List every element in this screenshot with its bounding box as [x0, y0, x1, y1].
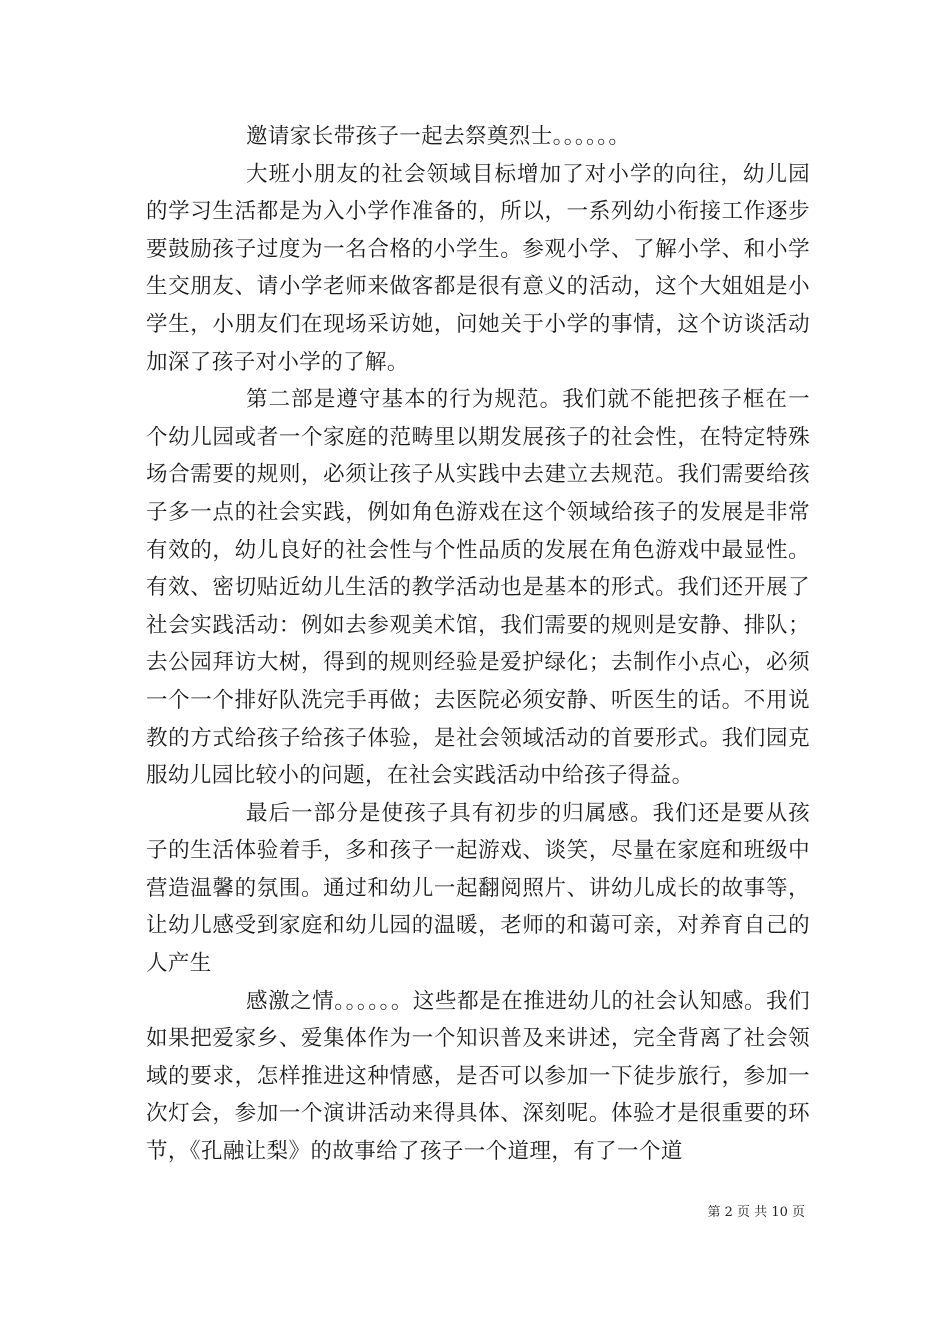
body-text — [146, 118, 810, 1171]
paragraph-1: 邀请家长带孩子一起去祭奠烈士。。。。。。 — [246, 124, 631, 149]
paragraph-5: 感激之情。。。。。。这些都是在推进幼儿的社会认知感。我们如果把爱家乡、爱集体作为一个知识普及来讲述，完全背离了社会领域的要求，怎样推进这种情感，是否可以参加一下徒步旅行，参加一次灯会，参加一个演讲活动来得具体、深刻呢。体验才是很重要的环节，《孔融让梨》的故事给了孩子一个道理，有了一个道 — [146, 988, 810, 1165]
paragraph-2: 大班小朋友的社会领域目标增加了对小学的向往，幼儿园的学习生活都是为入小学作准备的，所以，一系列幼小衔接工作逐步要鼓励孩子过度为一名合格的小学生。参观小学、了解小学、和小学生交朋友、请小学老师来做客都是很有意义的活动，这个大姐姐是小学生，小朋友们在现场采访她，问她关于小学的事情，这个访谈活动加深了孩子对小学的了解。 — [146, 161, 810, 375]
paragraph-4: 最后一部分是使孩子具有初步的归属感。我们还是要从孩子的生活体验着手，多和孩子一起游戏、谈笑，尽量在家庭和班级中营造温馨的氛围。通过和幼儿一起翻阅照片、讲幼儿成长的故事等，让幼儿感受到家庭和幼儿园的温暖，老师的和蔼可亲，对养育自己的人产生 — [146, 800, 810, 977]
page-number: 第 2 页 共 10 页 — [707, 1205, 805, 1220]
paragraph-3: 第二部是遵守基本的行为规范。我们就不能把孩子框在一个幼儿园或者一个家庭的范畴里以期发展孩子的社会性，在特定特殊场合需要的规则，必须让孩子从实践中去建立去规范。我们需要给孩子多一点的社会实践，例如角色游戏在这个领域给孩子的发展是非常有效的，幼儿良好的社会性与个性品质的发展在角色游戏中最显性。有效、密切贴近幼儿生活的教学活动也是基本的形式。我们还开展了社会实践活动：例如去参观美术馆，我们需要的规则是安静、排队；去公园拜访大树，得到的规则经验是爱护绿化；去制作小点心，必须一个一个排好队洗完手再做；去医院必须安静、听医生的话。不用说教的方式给孩子给孩子体验，是社会领域活动的首要形式。我们园克服幼儿园比较小的问题，在社会实践活动中给孩子得益。 — [146, 387, 810, 789]
